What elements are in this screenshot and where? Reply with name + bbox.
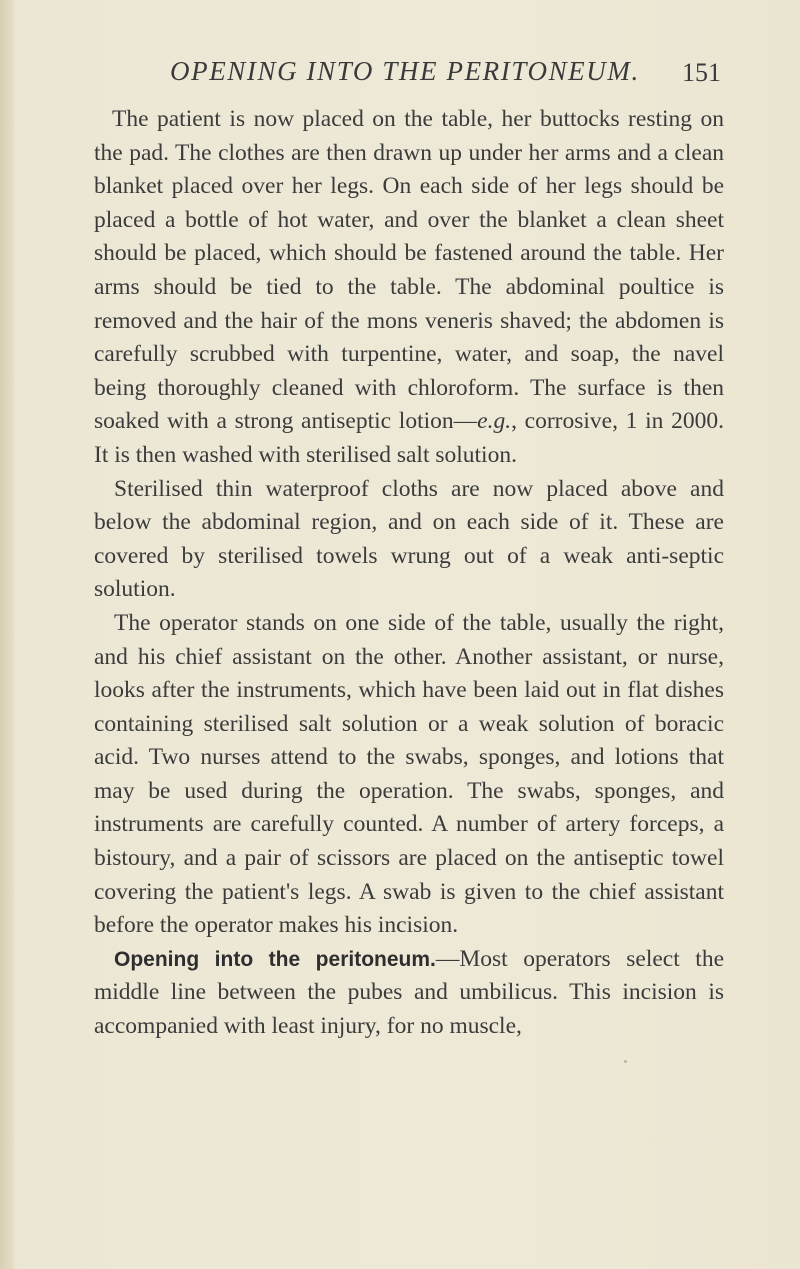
paragraph-2 — [94, 473, 724, 607]
paragraph-2-text: Sterilised thin waterproof cloths are now placed above and below the abdominal region, and on each side of it. These are covered by sterilised towels wrung out of a weak anti-septic solution. — [94, 475, 724, 603]
page-spine-shadow — [0, 0, 14, 1269]
body-text — [94, 103, 724, 1044]
paragraph-3 — [94, 607, 724, 943]
paragraph-1-italic: e.g. — [477, 408, 512, 435]
page-speck — [624, 1060, 627, 1063]
paragraph-4-text: —Most operators select the middle line between the pubes and umbilicus. This incision is accompanied with least injury, for no muscle, — [94, 945, 724, 1040]
section-run-in-heading: Opening into the peritoneum. — [114, 947, 436, 971]
paragraph-4 — [94, 943, 724, 1044]
page-header — [0, 56, 800, 96]
paragraph-1-text: The patient is now placed on the table, her buttocks resting on the pad. The clothes are then drawn up under her arms and a clean blanket placed over her legs. On each side of her legs should be placed a bottle of hot water, and over the blanket a clean sheet should be placed, which should be fastened around the table. Her arms should be tied to the table. The abdominal poultice is removed and the hair of the mons veneris shaved; the abdomen is carefully scrubbed with turpentine, water, and soap, the navel being thoroughly cleaned with chloroform. The surface is then soaked with a strong antiseptic lotion— — [94, 106, 724, 435]
page-number: 151 — [682, 58, 721, 87]
paragraph-1-after: , corrosive, 1 in 2000. It is then washed with sterilised salt solution. — [94, 408, 724, 468]
paragraph-3-text: The operator stands on one side of the table, usually the right, and his chief assistant on the other. Another assistant, or nurse, looks after the instruments, which have been laid out in flat dishes containing sterilised salt solution or a weak solution of boracic acid. Two nurses attend to the swabs, sponges, and lotions that may be used during the operation. The swabs, sponges, and instruments are carefully counted. A number of artery forceps, a bistoury, and a pair of scissors are placed on the antiseptic towel covering the patient's legs. A swab is given to the chief assistant before the operator makes his incision. — [94, 609, 724, 939]
paragraph-1 — [94, 103, 724, 473]
running-head: OPENING INTO THE PERITONEUM. — [170, 56, 640, 86]
